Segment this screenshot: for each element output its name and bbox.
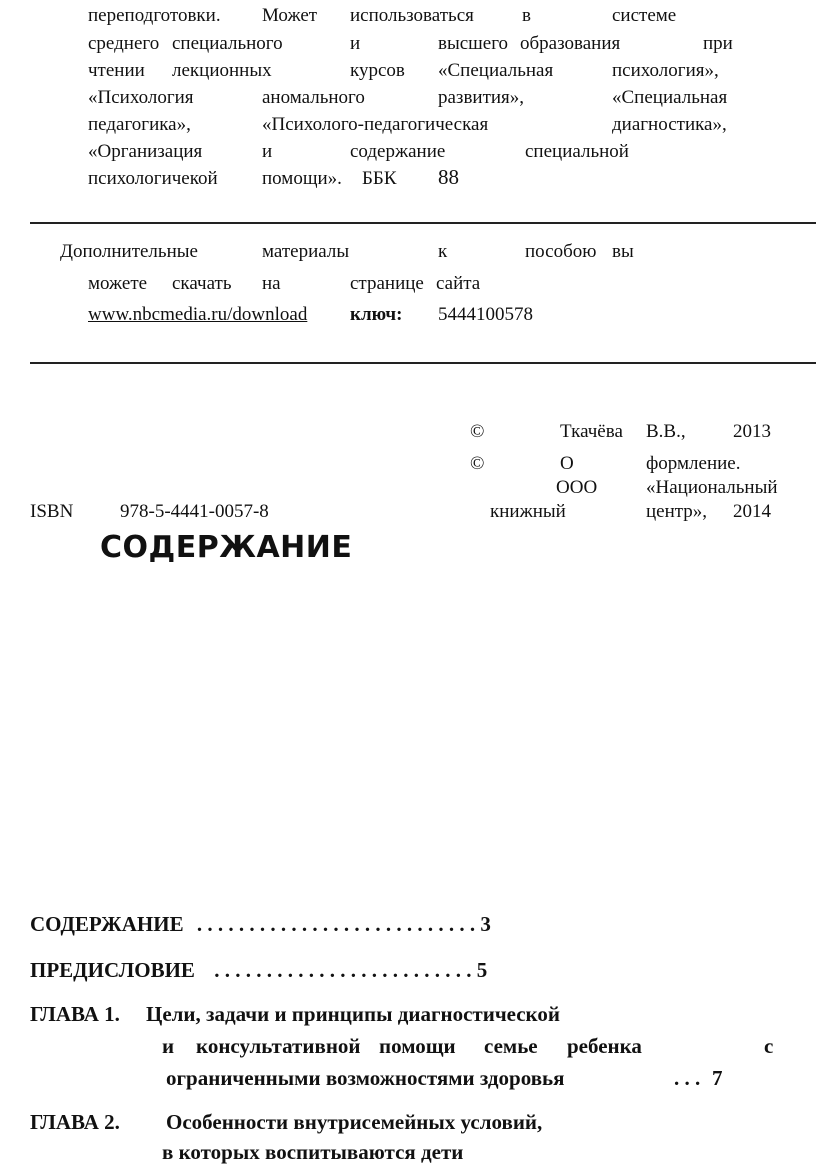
annotation-word: высшего: [438, 33, 509, 54]
toc-page: 5: [476, 958, 488, 982]
annotation-word: использоваться: [350, 5, 474, 26]
annotation-word: «Психология: [88, 87, 194, 108]
annotation-word: при: [703, 33, 733, 54]
copyright-word: центр»,: [646, 501, 708, 522]
annotation-word: «Специальная: [612, 87, 728, 108]
toc-chapter-word: помощи: [379, 1034, 456, 1058]
toc-title: СОДЕРЖАНИЕ: [30, 912, 184, 936]
annotation-word: диагностика»,: [612, 114, 727, 135]
toc-chapter-word: консультативной: [196, 1034, 361, 1058]
copyright-word: «Национальный: [646, 477, 778, 498]
annotation-word: курсов: [350, 60, 405, 81]
annotation-word: образования: [520, 33, 621, 54]
extra-word: вы: [612, 241, 634, 262]
toc-chapter-word: ребенка: [567, 1034, 642, 1058]
divider-top: [30, 222, 816, 224]
annotation-word: педагогика»,: [88, 114, 191, 135]
annotation-word: в: [522, 5, 531, 26]
annotation-word: психологичекой: [88, 168, 218, 189]
divider-bottom: [30, 362, 816, 364]
annotation-word: переподготовки.: [88, 5, 221, 26]
toc-chapter-title: в которых воспитываются дети: [162, 1140, 464, 1164]
annotation-word: «Организация: [88, 141, 203, 162]
annotation-word: и: [350, 33, 361, 54]
copyright-word: О: [560, 453, 574, 474]
extra-word: на: [262, 273, 281, 294]
annotation-word: развития»,: [438, 87, 525, 108]
copyright-year: 2013: [733, 421, 771, 442]
toc-chapter-label: ГЛАВА 2.: [30, 1110, 120, 1134]
extra-word: можете: [88, 273, 148, 294]
toc-entry[interactable]: [30, 956, 487, 984]
isbn-label: ISBN: [30, 501, 74, 522]
annotation-word: специальной: [525, 141, 629, 162]
extra-word: странице: [350, 273, 424, 294]
copyright-word: Ткачёва: [560, 421, 623, 442]
annotation-word: и: [262, 141, 273, 162]
toc-title: ПРЕДИСЛОВИЕ: [30, 958, 195, 982]
toc-dots: . . . . . . . . . . . . . . . . . . . . . . . . . . .: [196, 912, 476, 936]
contents-heading: СОДЕРЖАНИЕ: [100, 530, 353, 565]
extra-word: материалы: [262, 241, 350, 262]
toc-chapter-word: и: [162, 1034, 175, 1058]
annotation-word: «Психолого-педагогическая: [262, 114, 489, 135]
annotation-word: «Специальная: [438, 60, 554, 81]
toc-chapter-label: ГЛАВА 1.: [30, 1002, 120, 1026]
annotation-word: аномального: [262, 87, 365, 108]
toc-chapter-title: Особенности внутрисемейных условий,: [166, 1110, 543, 1134]
extra-word: к: [438, 241, 448, 262]
extra-word: скачать: [172, 273, 232, 294]
copyright-word: В.В.,: [646, 421, 686, 442]
copyright-sign: ©: [470, 453, 485, 474]
key-value: 5444100578: [438, 304, 533, 325]
annotation-word: лекционных: [172, 60, 272, 81]
copyright-word: книжный: [490, 501, 566, 522]
copyright-word: формление.: [646, 453, 741, 474]
toc-dots: . . .: [674, 1066, 701, 1090]
annotation-word: системе: [612, 5, 677, 26]
toc-dots: . . . . . . . . . . . . . . . . . . . . . . . . .: [214, 958, 472, 982]
toc-chapter-word: семье: [484, 1034, 538, 1058]
toc-page: 7: [712, 1066, 723, 1090]
bbk-value: 88: [438, 165, 459, 189]
annotation-word: среднего: [88, 33, 160, 54]
annotation-word: Может: [262, 5, 318, 26]
extra-word: сайта: [436, 273, 481, 294]
annotation-word: чтении: [88, 60, 145, 81]
toc-chapter-word: с: [764, 1034, 774, 1058]
isbn-value: 978-5-4441-0057-8: [120, 501, 269, 522]
annotation-word: содержание: [350, 141, 446, 162]
toc-page: 3: [480, 912, 491, 936]
key-label: ключ:: [350, 304, 403, 325]
toc-chapter-title: Цели, задачи и принципы диагностической: [146, 1002, 560, 1026]
toc-entry[interactable]: [30, 910, 491, 938]
annotation-word: помощи».: [262, 168, 342, 189]
annotation-word: специального: [172, 33, 283, 54]
copyright-year: 2014: [733, 501, 771, 522]
toc-chapter-title: ограниченными возможностями здоровья: [166, 1066, 565, 1090]
bbk-label: ББК: [362, 168, 397, 189]
copyright-sign: ©: [470, 421, 485, 442]
extra-word: пособою: [525, 241, 597, 262]
copyright-word: ООО: [556, 477, 598, 498]
download-link[interactable]: www.nbcmedia.ru/download: [88, 304, 308, 325]
extra-word: Дополнительные: [60, 241, 198, 262]
annotation-word: психология»,: [612, 60, 719, 81]
